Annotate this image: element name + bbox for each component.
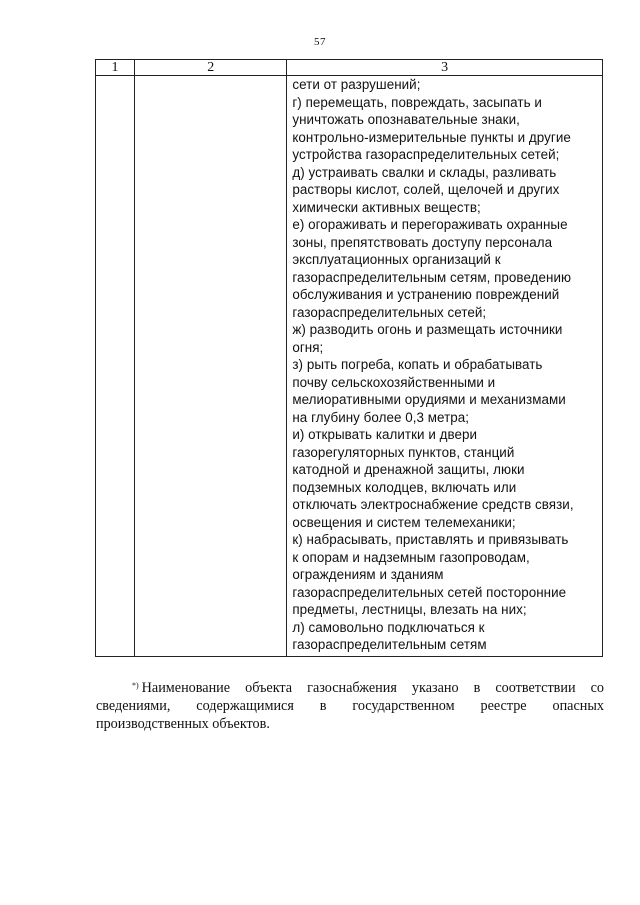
table-cell-col1 [96, 76, 135, 657]
table-text-line: огня; [292, 339, 324, 355]
table-text-line: ограждениям и зданиям [292, 567, 444, 582]
table-text-line: обслуживания и устранению повреждений [292, 287, 560, 302]
table-text-line: л) самовольно подключаться к [292, 619, 485, 635]
table-text-line: ж) разводить огонь и размещать источники [292, 322, 563, 337]
footnote-line-3: производственных объектов. [96, 716, 270, 732]
table-text-line: газораспределительных сетей посторонние [292, 584, 567, 600]
table-text-line: подземных колодцев, включать или [292, 479, 517, 495]
table-text-line: устройства газораспределительных сетей; [292, 147, 560, 162]
page-number: 57 [314, 36, 326, 48]
table-text-line: к) набрасывать, приставлять и привязывать [292, 532, 569, 547]
table-text-line: почву сельскохозяйственными и [292, 374, 496, 390]
table-text-line: растворы кислот, солей, щелочей и других [292, 182, 560, 197]
table-text-line: химически активных веществ; [292, 199, 481, 215]
table-text-line: и) открывать калитки и двери [292, 427, 478, 442]
table-cell-col3 [287, 76, 603, 657]
table-text-line: з) рыть погреба, копать и обрабатывать [292, 357, 543, 372]
table-text-line: предметы, лестницы, влезать на них; [292, 602, 527, 617]
table-text-line: к опорам и надземным газопроводам, [292, 549, 530, 565]
table-text-line: отключать электроснабжение средств связи, [292, 497, 574, 512]
footnote-marker: *) [132, 681, 139, 690]
table-cell-col2 [135, 76, 287, 657]
table-text-line: контрольно-измерительные пункты и другие [292, 129, 571, 145]
table-text-line: эксплуатационных организаций к [292, 252, 501, 267]
table-text-line: уничтожать опознавательные знаки, [292, 112, 520, 127]
table-text-line: газорегуляторных пунктов, станций [292, 444, 515, 460]
column-header-2: 2 [135, 60, 287, 76]
restrictions-text [292, 76, 598, 654]
table-text-line: мелиоративными орудиями и механизмами [292, 392, 566, 407]
column-header-3: 3 [287, 60, 603, 76]
table-text-line: газораспределительным сетям [292, 637, 487, 652]
footnote [96, 679, 604, 733]
column-header-1: 1 [96, 60, 135, 76]
table-text-line: катодной и дренажной защиты, люки [292, 462, 525, 477]
requirements-table [95, 59, 603, 657]
footnote-line-1 [96, 679, 604, 697]
table-text-line: д) устраивать свалки и склады, разливать [292, 164, 557, 180]
table-text-line: на глубину более 0,3 метра; [292, 409, 470, 425]
table-text-line: газораспределительных сетей; [292, 304, 487, 320]
table-text-line: е) огораживать и перегораживать охранные [292, 217, 568, 232]
table-text-line: освещения и систем телемеханики; [292, 514, 516, 530]
table-text-line: газораспределительным сетям, проведению [292, 269, 572, 285]
table-text-line: зоны, препятствовать доступу персонала [292, 234, 553, 250]
table-text-line: сети от разрушений; [292, 77, 421, 92]
footnote-line-2: сведениями, содержащимися в государственном реестре опасных [96, 698, 604, 714]
footnote-text-1: Наименование объекта газоснабжения указано в соответствии со [141, 680, 604, 696]
table-header-row [96, 60, 603, 76]
table-row [96, 76, 603, 657]
table-text-line: г) перемещать, повреждать, засыпать и [292, 94, 542, 110]
